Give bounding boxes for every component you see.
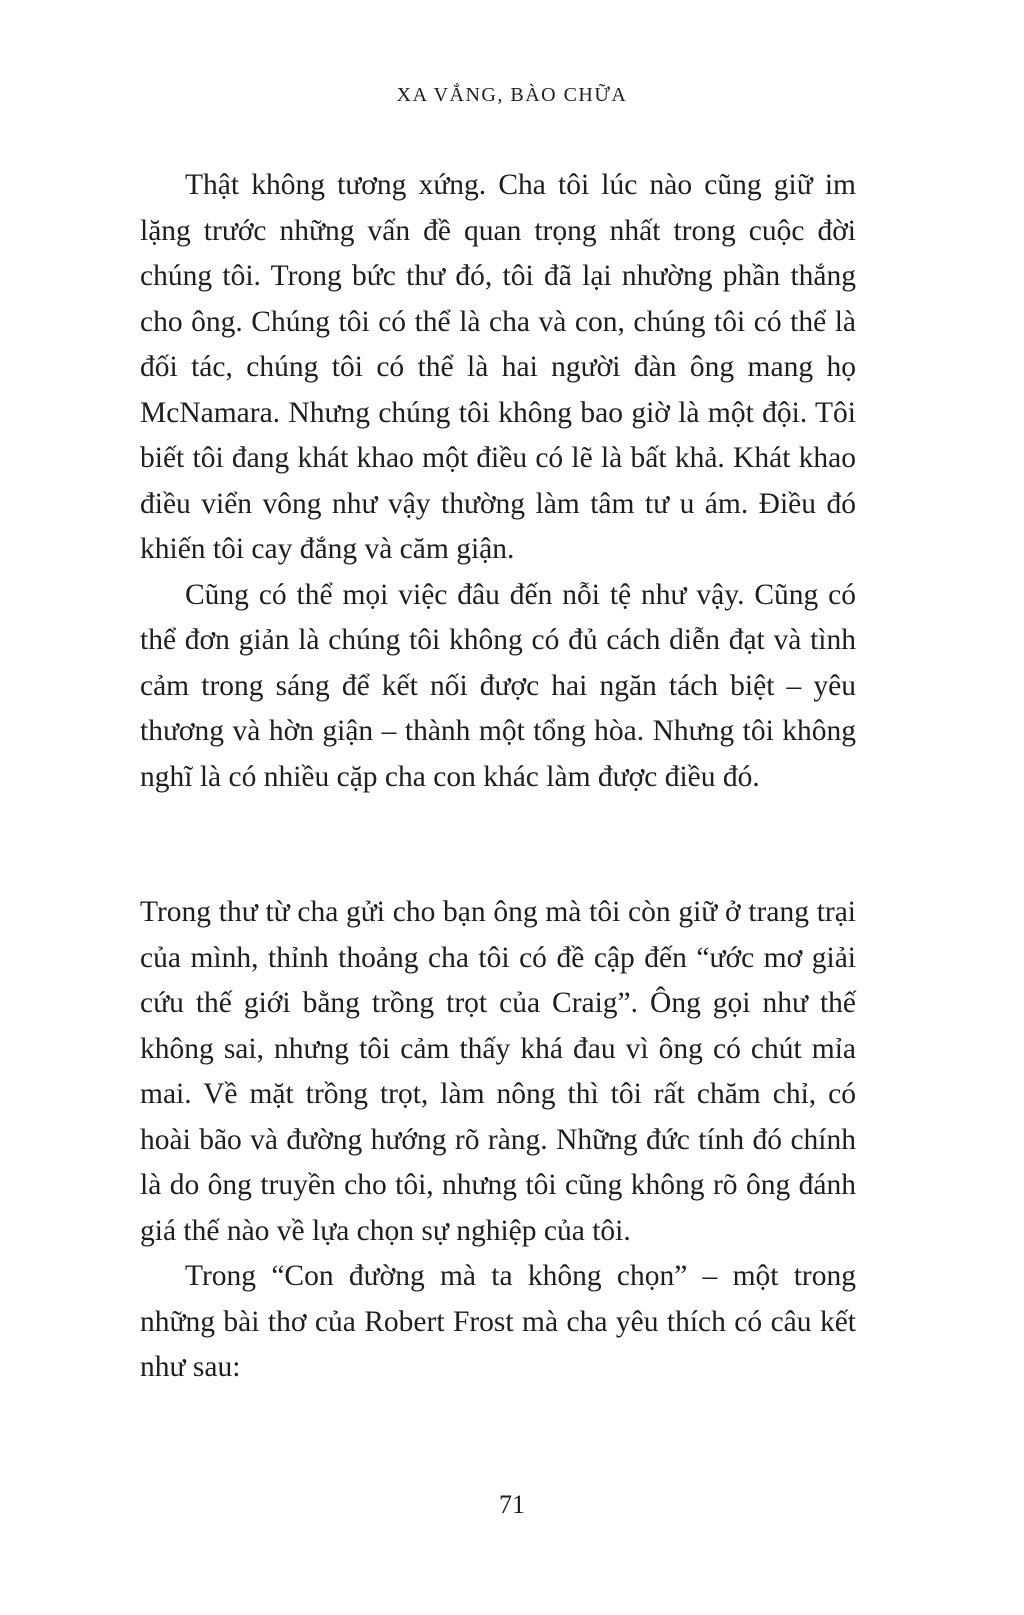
paragraph-2: Cũng có thể mọi việc đâu đến nỗi tệ như vậy. Cũng có thể đơn giản là chúng tôi không có đủ cách diễn đạt và tình cảm trong sáng để kết nối được hai ngăn tách biệt – yêu thương và hờn giận – thành một tổng hòa. Nhưng tôi không nghĩ là có nhiều cặp cha con khác làm được điều đó. <box>140 578 856 793</box>
paragraph-3: Trong thư từ cha gửi cho bạn ông mà tôi còn giữ ở trang trại của mình, thỉnh thoảng cha tôi có đề cập đến “ước mơ giải cứu thế giới bằng trồng trọt của Craig”. Ông gọi như thế không sai, nhưng tôi cảm thấy khá đau vì ông có chút mỉa mai. Về mặt trồng trọt, làm nông thì tôi rất chăm chỉ, có hoài bão và đường hướng rõ ràng. Những đức tính đó chính là do ông truyền cho tôi, nhưng tôi cũng không rõ ông đánh giá thế nào về lựa chọn sự nghiệp của tôi. <box>140 896 856 1247</box>
page-number: 71 <box>499 1490 525 1519</box>
running-header: XA VẮNG, BÀO CHỮA <box>396 84 628 106</box>
text-block-upper <box>140 163 856 800</box>
paragraph-4: Trong “Con đường mà ta không chọn” – một trong những bài thơ của Robert Frost mà cha yêu thích có câu kết như sau: <box>140 1260 856 1383</box>
paragraph-1: Thật không tương xứng. Cha tôi lúc nào cũng giữ im lặng trước những vấn đề quan trọng nhất trong cuộc đời chúng tôi. Trong bức thư đó, tôi đã lại nhường phần thắng cho ông. Chúng tôi có thể là cha và con, chúng tôi có thể là đối tác, chúng tôi có thể là hai người đàn ông mang họ McNamara. Nhưng chúng tôi không bao giờ là một đội. Tôi biết tôi đang khát khao một điều có lẽ là bất khả. Khát khao điều viển vông như vậy thường làm tâm tư u ám. Điều đó khiến tôi cay đắng và căm giận. <box>140 169 856 565</box>
text-block-lower <box>140 890 856 1391</box>
